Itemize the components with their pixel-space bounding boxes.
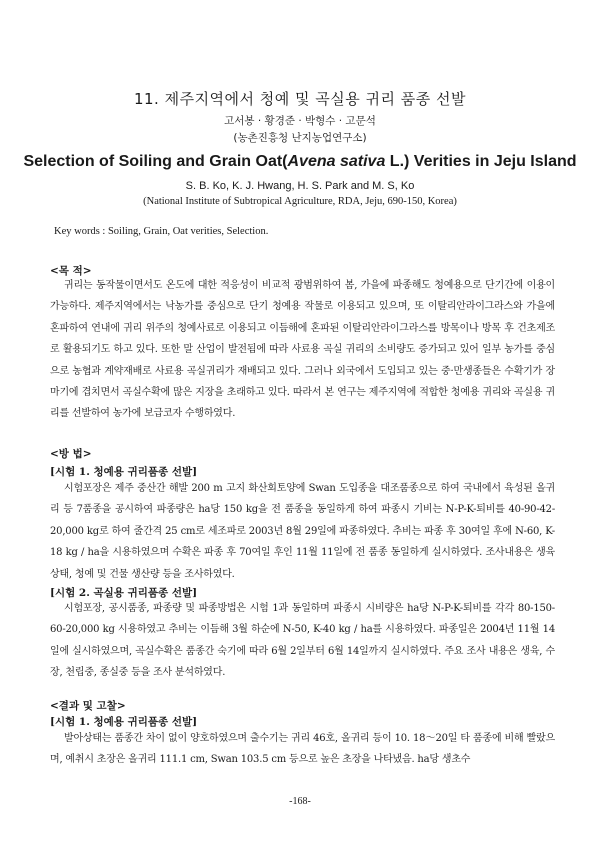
- english-authors: S. B. Ko, K. J. Hwang, H. S. Park and M. S, Ko: [185, 180, 415, 192]
- korean-title: 11. 제주지역에서 청예 및 곡실용 귀리 품종 선발: [133, 90, 467, 108]
- results-heading: <결과 및 고찰>: [50, 700, 126, 712]
- exp1-results-heading: [시험 1. 청예용 귀리품종 선발]: [50, 716, 198, 728]
- purpose-paragraph: 귀리는 동작물이면서도 온도에 대한 적응성이 비교적 광범위하여 봄, 가을에 파종해도 청예용으로 단기간에 이용이 가능하다. 제주지역에서는 낙농가를 중심으로 단기 청예용 작물로 이용되고 있으며, 또 이탈리안라이그라스와 가을에 혼파하여 연내에 귀리 위주의 청예사료로 이용되고 이듬해에 혼파된 이탈리안라이그라스를 방목이나 방목 후 건초제조로 활용되기도 하고 있다. 또한 말 산업이 발전됨에 따라 사료용 곡실 귀리의 소비량도 증가되고 있어 일부 농가를 중심으로 농협과 계약재배로 사료용 곡실귀리가 재배되고 있다. 그러나 외국에서 도입되고 있는 중·만생종들은 수확기가 장마기에 겹치면서 곡실수확에 많은 지장을 초래하고 있다. 따라서 본 연구는 제주지역에 적합한 청예용 귀리와 곡실용 귀리를 선발하여 농가에 보급코자 수행하였다.: [50, 280, 555, 420]
- english-affiliation: (National Institute of Subtropical Agriculture, RDA, Jeju, 690-150, Korea): [143, 196, 457, 207]
- exp1-results-paragraph: 발아상태는 품종간 차이 없이 양호하였으며 출수기는 귀리 46호, 올귀리 등이 10. 18～20일 타 품종에 비해 빨랐으며, 예취시 초장은 올귀리 111.1 cm, Swan 103.5 cm 등으로 높은 초장을 나타냈음. ha당 생초수: [50, 733, 555, 766]
- exp2-methods-paragraph: 시험포장, 공시품종, 파종량 및 파종방법은 시험 1과 동일하며 파종시 시비량은 ha당 N-P-K-퇴비를 각각 80-150-60-20,000 kg 시용하였고 추비는 이듬해 3월 하순에 N-50, K-40 kg / ha를 시용하였다. 파종일은 2004년 11월 14일에 실시하였으며, 곡실수확은 품종간 숙기에 따라 6월 2일부터 6월 14일까지 실시하였다. 주요 조사 내용은 생육, 수장, 천립중, 종실중 등을 조사 분석하였다.: [50, 603, 555, 679]
- exp1-methods-heading: [시험 1. 청예용 귀리품종 선발]: [50, 466, 198, 478]
- purpose-heading: <목 적>: [50, 265, 92, 277]
- korean-affiliation: (농촌진흥청 난지농업연구소): [233, 132, 367, 144]
- korean-authors: 고서봉 · 황경준 · 박형수 · 고문석: [224, 115, 376, 127]
- english-title-species: Avena sativa: [287, 153, 386, 170]
- english-title-post: L.) Verities in Jeju Island: [385, 153, 577, 170]
- keywords: Key words : Soiling, Grain, Oat verities, Selection.: [54, 226, 269, 237]
- page-number: -168-: [289, 796, 311, 807]
- exp1-methods-paragraph: 시험포장은 제주 중산간 해발 200 m 고지 화산회토양에 Swan 도입종을 대조품종으로 하여 국내에서 육성된 올귀리 등 7품종을 공시하여 파종량은 ha당 150 kg을 전 품종을 동일하게 하여 파종시 기비는 N-P-K-퇴비를 40-90-42-20,000 kg로 하여 줄간격 25 cm로 세조파로 2003년 8월 29일에 파종하였다. 추비는 파종 후 30여일 후에 N-60, K-18 kg / ha을 시용하였으며 수확은 파종 후 70여일 후인 11월 11일에 전 품종 동일하게 실시하였다. 조사내용은 생육상태, 청예 및 건물 생산량 등을 조사하였다.: [50, 483, 555, 580]
- methods-heading: <방 법>: [50, 448, 92, 460]
- exp2-methods-heading: [시험 2. 곡실용 귀리품종 선발]: [50, 587, 198, 599]
- english-title-pre: Selection of Soiling and Grain Oat(: [23, 153, 288, 170]
- english-title: [0, 153, 600, 171]
